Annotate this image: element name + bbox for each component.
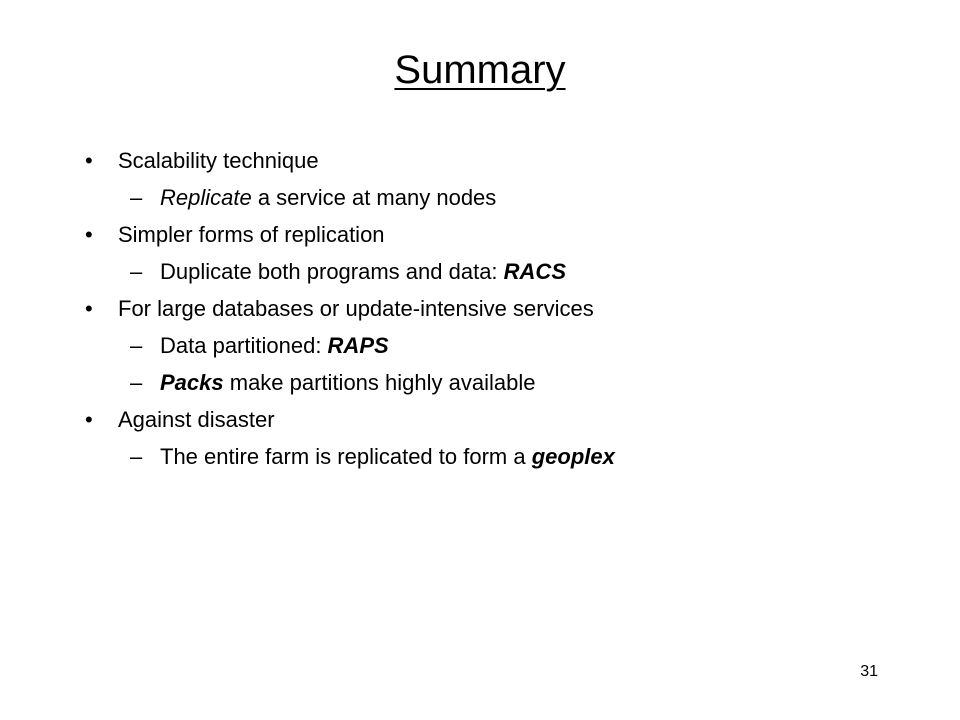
sub-bullet-item — [80, 327, 880, 364]
bullet-text: Against disaster — [118, 407, 275, 432]
sub-bullet-text: The entire farm is replicated to form a — [160, 444, 532, 469]
sub-bullet-text: Data partitioned: — [160, 333, 328, 358]
bullet-icon: • — [85, 148, 93, 173]
dash-icon: – — [130, 370, 143, 395]
sub-bullet-emphasis: Packs — [160, 370, 224, 395]
dash-icon: – — [130, 333, 143, 358]
page-number: 31 — [860, 663, 878, 680]
slide-title-text: Summary — [394, 48, 566, 92]
bullet-text: Scalability technique — [118, 148, 319, 173]
bullet-item — [80, 216, 880, 253]
bullet-item — [80, 401, 880, 438]
dash-icon: – — [130, 259, 143, 284]
sub-bullet-item — [80, 179, 880, 216]
sub-bullet-text: Duplicate both programs and data: — [160, 259, 504, 284]
sub-bullet-item — [80, 253, 880, 290]
slide-title — [0, 42, 960, 98]
bullet-item — [80, 290, 880, 327]
bullet-list — [80, 142, 880, 475]
bullet-item — [80, 142, 880, 179]
bullet-icon: • — [85, 222, 93, 247]
bullet-icon: • — [85, 296, 93, 321]
sub-bullet-emphasis: Replicate — [160, 185, 252, 210]
sub-bullet-item — [80, 364, 880, 401]
dash-icon: – — [130, 185, 143, 210]
sub-bullet-text: make partitions highly available — [223, 370, 536, 395]
sub-bullet-emphasis: RACS — [503, 259, 566, 284]
sub-bullet-item — [80, 438, 880, 475]
bullet-text: For large databases or update-intensive services — [118, 296, 594, 321]
dash-icon: – — [130, 444, 143, 469]
sub-bullet-emphasis: RAPS — [327, 333, 389, 358]
bullet-text: Simpler forms of replication — [118, 222, 385, 247]
bullet-icon: • — [85, 407, 93, 432]
sub-bullet-text: a service at many nodes — [251, 185, 497, 210]
sub-bullet-emphasis: geoplex — [531, 444, 615, 469]
